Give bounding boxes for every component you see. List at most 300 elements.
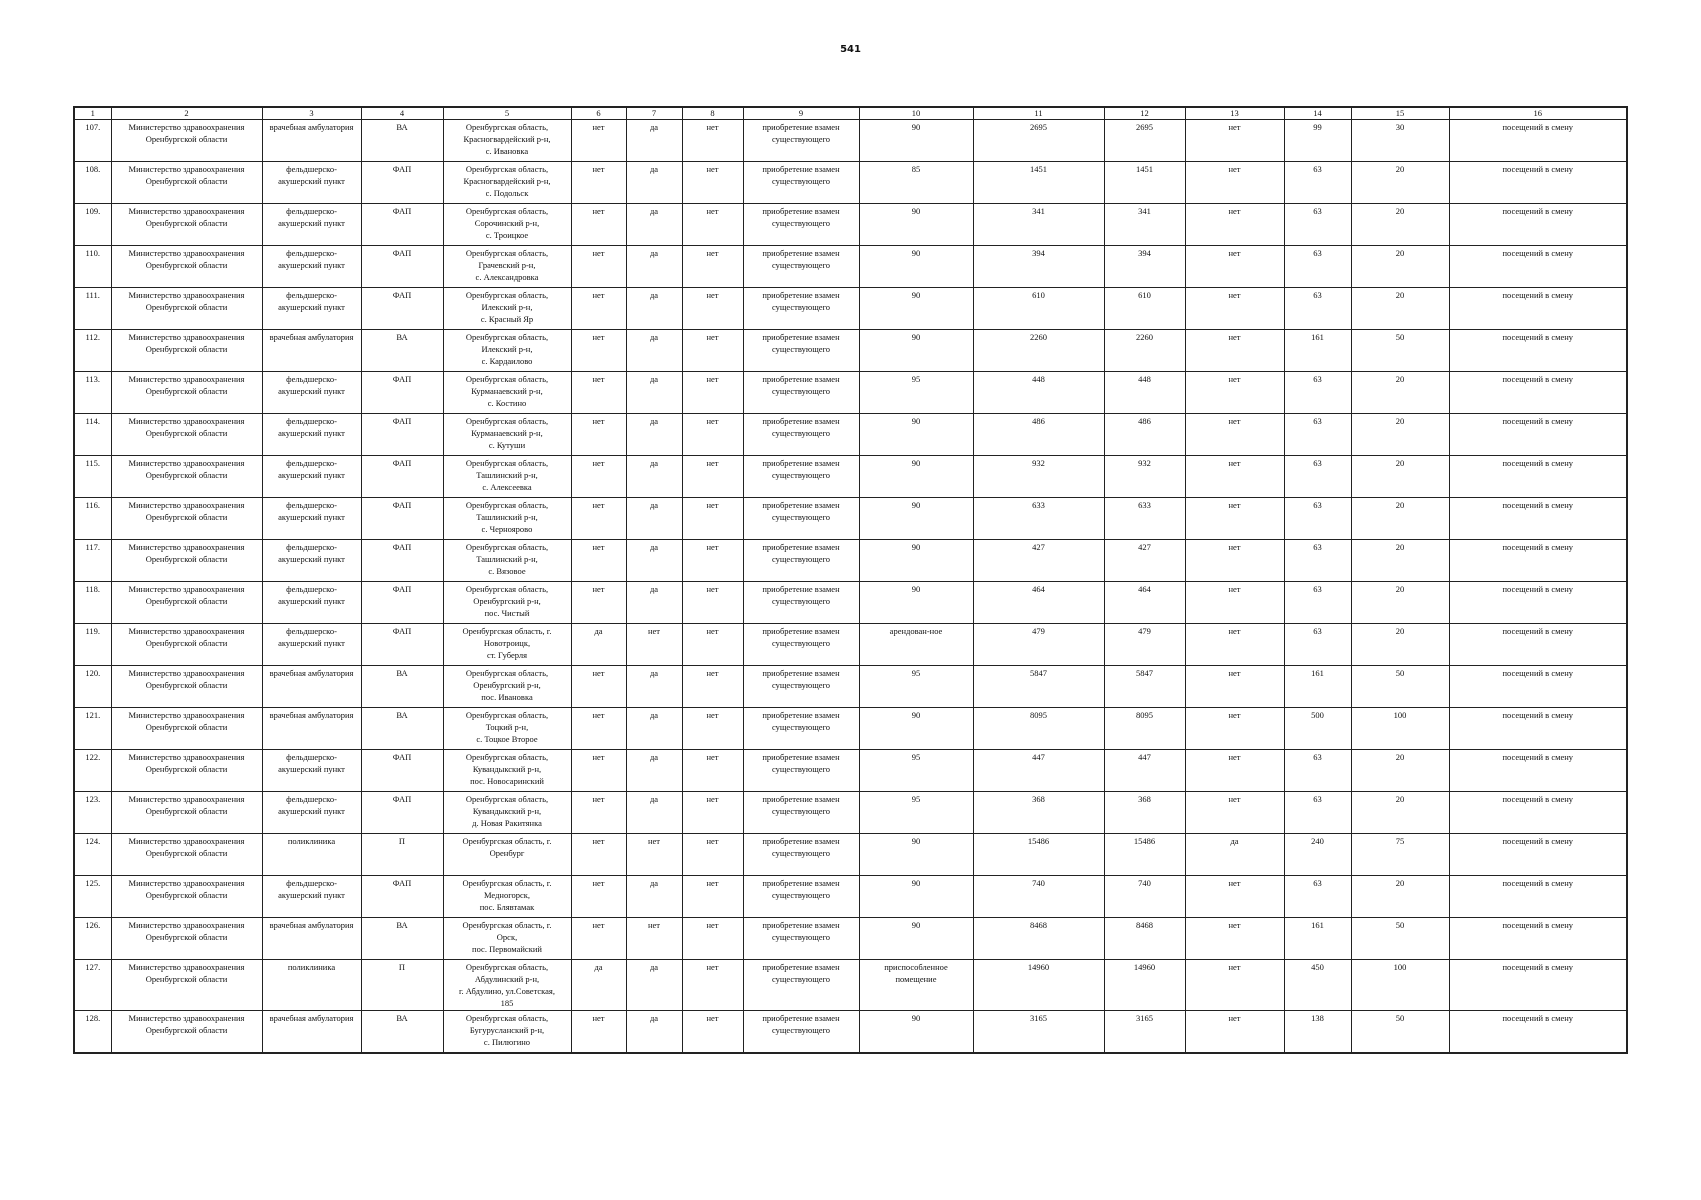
col-9-line: существующего [771, 596, 831, 606]
col-8-cell: нет [682, 498, 743, 540]
table-row [74, 582, 1627, 624]
col-12-cell: 486 [1104, 414, 1185, 456]
facility-type-line: акушерский пункт [278, 428, 345, 438]
row-number-cell: 123. [74, 792, 111, 834]
column-header-12: 12 [1104, 107, 1185, 120]
facility-abbr-cell: ФАП [361, 582, 443, 624]
col-12-cell: 464 [1104, 582, 1185, 624]
column-header-13: 13 [1185, 107, 1284, 120]
col-9-line: приобретение взамен [762, 794, 840, 804]
col-11-cell: 1451 [973, 162, 1104, 204]
col-9-line: приобретение взамен [762, 164, 840, 174]
col-9-line: существующего [771, 638, 831, 648]
col-13-cell: нет [1185, 456, 1284, 498]
col-16-cell: посещений в смену [1449, 708, 1627, 750]
col-9-cell [743, 582, 859, 624]
address-line: Курманаевский р-н, [471, 386, 543, 396]
facility-type-line: фельдшерско- [286, 878, 337, 888]
col-9-line: приобретение взамен [762, 878, 840, 888]
address-line: с. Ивановка [485, 146, 529, 156]
row-number-cell: 117. [74, 540, 111, 582]
col-7-cell: да [626, 372, 682, 414]
facility-type-line: фельдшерско- [286, 584, 337, 594]
column-header-16: 16 [1449, 107, 1627, 120]
address-line: Кувандыкский р-н, [472, 764, 542, 774]
facility-type-cell [262, 918, 361, 960]
address-cell [443, 456, 571, 498]
address-cell [443, 834, 571, 876]
facility-type-line: фельдшерско- [286, 626, 337, 636]
address-cell [443, 792, 571, 834]
col-9-line: существующего [771, 134, 831, 144]
address-cell [443, 708, 571, 750]
row-number-cell: 109. [74, 204, 111, 246]
organization-line: Министерство здравоохранения [128, 332, 245, 342]
address-line: ст. Губерля [486, 650, 528, 660]
address-line: Оренбургская область, [465, 290, 549, 300]
address-line: Тоцкий р-н, [485, 722, 529, 732]
organization-cell [111, 456, 262, 498]
col-9-cell [743, 456, 859, 498]
facility-abbr-cell: ФАП [361, 162, 443, 204]
col-7-cell: да [626, 498, 682, 540]
col-11-cell: 479 [973, 624, 1104, 666]
organization-line: Оренбургской области [145, 428, 228, 438]
column-header-6: 6 [571, 107, 626, 120]
facility-type-line: акушерский пункт [278, 218, 345, 228]
organization-cell [111, 372, 262, 414]
col-8-cell: нет [682, 330, 743, 372]
col-9-line: существующего [771, 512, 831, 522]
col-9-cell [743, 246, 859, 288]
col-13-cell: нет [1185, 792, 1284, 834]
col-6-cell: нет [571, 1011, 626, 1053]
col-6-cell: нет [571, 246, 626, 288]
address-line: Илекский р-н, [481, 344, 533, 354]
organization-cell [111, 666, 262, 708]
table-row [74, 624, 1627, 666]
col-6-cell: нет [571, 288, 626, 330]
col-9-cell [743, 876, 859, 918]
col-10-cell [859, 876, 973, 918]
organization-cell [111, 330, 262, 372]
col-14-cell: 240 [1284, 834, 1351, 876]
address-line: д. Новая Ракитянка [472, 818, 542, 828]
col-9-cell [743, 624, 859, 666]
facility-abbr-cell: ФАП [361, 372, 443, 414]
facility-type-line: фельдшерско- [286, 752, 337, 762]
organization-line: Министерство здравоохранения [128, 752, 245, 762]
facility-type-line: фельдшерско- [286, 542, 337, 552]
col-14-cell: 500 [1284, 708, 1351, 750]
address-line: пос. Чистый [484, 608, 530, 618]
organization-cell [111, 960, 262, 1011]
col-15-cell: 20 [1351, 372, 1449, 414]
col-9-cell [743, 540, 859, 582]
col-7-cell: нет [626, 834, 682, 876]
table-row [74, 456, 1627, 498]
col-6-cell: нет [571, 204, 626, 246]
address-line: Орск, [496, 932, 518, 942]
col-11-cell: 740 [973, 876, 1104, 918]
col-10-line: 90 [911, 416, 921, 426]
col-9-cell [743, 960, 859, 1011]
col-13-cell: нет [1185, 918, 1284, 960]
organization-cell [111, 624, 262, 666]
col-11-cell: 486 [973, 414, 1104, 456]
col-9-cell [743, 834, 859, 876]
facility-type-line: фельдшерско- [286, 458, 337, 468]
address-line: пос. Блявтамак [479, 902, 535, 912]
facility-type-line: фельдшерско- [286, 206, 337, 216]
table-row [74, 288, 1627, 330]
address-line: Оренбургская область, [465, 752, 549, 762]
col-10-cell [859, 162, 973, 204]
table-row [74, 540, 1627, 582]
organization-cell [111, 288, 262, 330]
col-10-cell [859, 1011, 973, 1053]
column-header-4: 4 [361, 107, 443, 120]
column-header-11: 11 [973, 107, 1104, 120]
facility-type-line: акушерский пункт [278, 806, 345, 816]
col-6-cell: нет [571, 708, 626, 750]
col-10-line: 90 [911, 878, 921, 888]
col-15-cell: 50 [1351, 1011, 1449, 1053]
organization-line: Оренбургской области [145, 932, 228, 942]
col-14-cell: 450 [1284, 960, 1351, 1011]
col-15-cell: 50 [1351, 330, 1449, 372]
organization-line: Министерство здравоохранения [128, 458, 245, 468]
col-10-line: 90 [911, 206, 921, 216]
organization-cell [111, 204, 262, 246]
address-line: с. Тоцкое Второе [476, 734, 538, 744]
col-6-cell: нет [571, 666, 626, 708]
row-number-cell: 128. [74, 1011, 111, 1053]
column-number-row [74, 107, 1627, 120]
col-13-cell: нет [1185, 330, 1284, 372]
organization-cell [111, 792, 262, 834]
col-8-cell: нет [682, 918, 743, 960]
facility-abbr-cell: ФАП [361, 246, 443, 288]
address-line: Оренбургская область, [465, 458, 549, 468]
table-row [74, 666, 1627, 708]
facility-type-line: фельдшерско- [286, 416, 337, 426]
col-10-cell [859, 120, 973, 162]
col-10-line: 90 [911, 1013, 921, 1023]
facility-type-cell [262, 456, 361, 498]
col-15-cell: 50 [1351, 918, 1449, 960]
address-cell [443, 414, 571, 456]
organization-line: Оренбургской области [145, 764, 228, 774]
col-7-cell: да [626, 792, 682, 834]
address-line: Оренбургская область, [465, 542, 549, 552]
col-13-cell: нет [1185, 288, 1284, 330]
row-number-cell: 114. [74, 414, 111, 456]
organization-line: Министерство здравоохранения [128, 836, 245, 846]
col-14-cell: 63 [1284, 876, 1351, 918]
organization-cell [111, 918, 262, 960]
address-line: 185 [500, 998, 514, 1008]
address-line: Красногвардейский р-н, [463, 176, 551, 186]
col-10-cell [859, 792, 973, 834]
col-7-cell: нет [626, 918, 682, 960]
facility-abbr-cell: П [361, 960, 443, 1011]
facility-abbr-cell: ФАП [361, 204, 443, 246]
col-10-cell [859, 456, 973, 498]
col-10-line: 90 [911, 542, 921, 552]
row-number-cell: 108. [74, 162, 111, 204]
col-8-cell: нет [682, 414, 743, 456]
table-row [74, 750, 1627, 792]
col-9-cell [743, 1011, 859, 1053]
facility-abbr-cell: ФАП [361, 792, 443, 834]
col-8-cell: нет [682, 372, 743, 414]
col-8-cell: нет [682, 456, 743, 498]
organization-line: Оренбургской области [145, 974, 228, 984]
col-9-line: приобретение взамен [762, 458, 840, 468]
col-12-cell: 341 [1104, 204, 1185, 246]
address-line: Оренбургский р-н, [473, 680, 541, 690]
col-9-line: приобретение взамен [762, 122, 840, 132]
col-12-cell: 368 [1104, 792, 1185, 834]
col-7-cell: да [626, 540, 682, 582]
address-line: с. Кутуши [488, 440, 526, 450]
col-7-cell: да [626, 204, 682, 246]
col-6-cell: нет [571, 834, 626, 876]
facility-type-cell [262, 666, 361, 708]
col-11-cell: 368 [973, 792, 1104, 834]
organization-line: Министерство здравоохранения [128, 374, 245, 384]
facility-type-line: акушерский пункт [278, 638, 345, 648]
column-header-10: 10 [859, 107, 973, 120]
organization-line: Министерство здравоохранения [128, 248, 245, 258]
col-9-line: существующего [771, 722, 831, 732]
col-6-cell: нет [571, 582, 626, 624]
facility-type-line: поликлиника [287, 836, 336, 846]
col-12-cell: 633 [1104, 498, 1185, 540]
address-line: с. Александровка [475, 272, 539, 282]
col-10-cell [859, 246, 973, 288]
col-6-cell: нет [571, 372, 626, 414]
col-10-line: 85 [911, 164, 921, 174]
col-9-line: приобретение взамен [762, 710, 840, 720]
col-10-line: помещение [895, 974, 937, 984]
col-9-cell [743, 288, 859, 330]
col-16-cell: посещений в смену [1449, 960, 1627, 1011]
col-8-cell: нет [682, 750, 743, 792]
address-cell [443, 540, 571, 582]
row-number-cell: 115. [74, 456, 111, 498]
col-10-line: 95 [911, 752, 921, 762]
col-13-cell: нет [1185, 246, 1284, 288]
address-line: Оренбургская область, г. [462, 878, 552, 888]
col-10-line: 95 [911, 374, 921, 384]
facility-type-line: акушерский пункт [278, 512, 345, 522]
col-12-cell: 932 [1104, 456, 1185, 498]
col-9-cell [743, 330, 859, 372]
col-7-cell: да [626, 666, 682, 708]
address-line: Оренбургская область, [465, 500, 549, 510]
col-8-cell: нет [682, 876, 743, 918]
col-13-cell: да [1185, 834, 1284, 876]
col-6-cell: нет [571, 918, 626, 960]
organization-line: Оренбургской области [145, 848, 228, 858]
col-13-cell: нет [1185, 498, 1284, 540]
col-8-cell: нет [682, 204, 743, 246]
organization-line: Министерство здравоохранения [128, 962, 245, 972]
col-9-line: существующего [771, 848, 831, 858]
address-line: Новотроицк, [483, 638, 531, 648]
col-15-cell: 20 [1351, 288, 1449, 330]
col-15-cell: 50 [1351, 666, 1449, 708]
col-13-cell: нет [1185, 120, 1284, 162]
address-line: Оренбургская область, [465, 122, 549, 132]
row-number-cell: 122. [74, 750, 111, 792]
col-9-line: существующего [771, 470, 831, 480]
organization-line: Оренбургской области [145, 890, 228, 900]
address-line: пос. Первомайский [472, 944, 542, 954]
row-number-cell: 125. [74, 876, 111, 918]
col-15-cell: 20 [1351, 246, 1449, 288]
col-12-cell: 3165 [1104, 1011, 1185, 1053]
address-line: Грачевский р-н, [478, 260, 536, 270]
col-9-cell [743, 162, 859, 204]
facility-abbr-cell: ФАП [361, 414, 443, 456]
address-cell [443, 582, 571, 624]
table-row [74, 204, 1627, 246]
address-line: Оренбургская область, [465, 794, 549, 804]
facility-abbr-cell: ФАП [361, 498, 443, 540]
col-7-cell: да [626, 330, 682, 372]
row-number-cell: 121. [74, 708, 111, 750]
address-cell [443, 876, 571, 918]
col-6-cell: нет [571, 414, 626, 456]
facility-type-line: фельдшерско- [286, 164, 337, 174]
col-13-cell: нет [1185, 372, 1284, 414]
col-9-cell [743, 666, 859, 708]
facility-type-cell [262, 792, 361, 834]
facility-type-cell [262, 960, 361, 1011]
col-9-cell [743, 204, 859, 246]
address-cell [443, 330, 571, 372]
col-9-line: приобретение взамен [762, 374, 840, 384]
col-14-cell: 99 [1284, 120, 1351, 162]
col-10-line: 90 [911, 500, 921, 510]
address-cell [443, 918, 571, 960]
row-number-cell: 119. [74, 624, 111, 666]
address-line: Медногорск, [483, 890, 531, 900]
col-6-cell: да [571, 960, 626, 1011]
col-14-cell: 63 [1284, 414, 1351, 456]
col-9-line: существующего [771, 302, 831, 312]
col-9-line: приобретение взамен [762, 836, 840, 846]
address-cell [443, 372, 571, 414]
facility-type-line: акушерский пункт [278, 386, 345, 396]
col-9-cell [743, 498, 859, 540]
row-number-cell: 126. [74, 918, 111, 960]
address-cell [443, 1011, 571, 1053]
col-14-cell: 63 [1284, 162, 1351, 204]
table-row [74, 792, 1627, 834]
organization-line: Оренбургской области [145, 134, 228, 144]
facility-abbr-cell: ВА [361, 918, 443, 960]
table-row [74, 330, 1627, 372]
col-13-cell: нет [1185, 666, 1284, 708]
col-12-cell: 1451 [1104, 162, 1185, 204]
col-10-line: 90 [911, 836, 921, 846]
address-line: Бугурусланский р-н, [469, 1025, 545, 1035]
col-11-cell: 2260 [973, 330, 1104, 372]
organization-line: Оренбургской области [145, 1025, 228, 1035]
col-6-cell: нет [571, 162, 626, 204]
facility-type-cell [262, 246, 361, 288]
col-11-cell: 464 [973, 582, 1104, 624]
col-9-line: существующего [771, 806, 831, 816]
facility-type-cell [262, 834, 361, 876]
facility-type-cell [262, 1011, 361, 1053]
col-15-cell: 20 [1351, 414, 1449, 456]
organization-line: Оренбургской области [145, 386, 228, 396]
organization-cell [111, 414, 262, 456]
facility-type-line: врачебная амбулатория [269, 920, 354, 930]
col-14-cell: 63 [1284, 456, 1351, 498]
col-6-cell: нет [571, 456, 626, 498]
col-10-cell [859, 540, 973, 582]
address-line: Кувандыкский р-н, [472, 806, 542, 816]
col-13-cell: нет [1185, 1011, 1284, 1053]
col-9-line: приобретение взамен [762, 248, 840, 258]
organization-line: Министерство здравоохранения [128, 164, 245, 174]
address-line: с. Пилюгино [483, 1037, 531, 1047]
organization-cell [111, 582, 262, 624]
col-10-line: 90 [911, 248, 921, 258]
address-line: Оренбургская область, [465, 206, 549, 216]
organization-cell [111, 876, 262, 918]
col-9-line: существующего [771, 260, 831, 270]
facility-type-line: врачебная амбулатория [269, 1013, 354, 1023]
facility-type-line: акушерский пункт [278, 302, 345, 312]
col-16-cell: посещений в смену [1449, 792, 1627, 834]
col-16-cell: посещений в смену [1449, 540, 1627, 582]
address-cell [443, 498, 571, 540]
col-6-cell: нет [571, 120, 626, 162]
col-14-cell: 63 [1284, 540, 1351, 582]
col-8-cell: нет [682, 624, 743, 666]
facility-type-line: акушерский пункт [278, 764, 345, 774]
organization-line: Министерство здравоохранения [128, 920, 245, 930]
col-9-line: приобретение взамен [762, 920, 840, 930]
col-10-cell [859, 918, 973, 960]
address-line: пос. Новосаринский [470, 776, 544, 786]
organization-cell [111, 834, 262, 876]
row-number-cell: 127. [74, 960, 111, 1011]
col-9-cell [743, 120, 859, 162]
facility-abbr-cell: ФАП [361, 750, 443, 792]
organization-cell [111, 1011, 262, 1053]
col-7-cell: да [626, 288, 682, 330]
address-line: Оренбургская область, [465, 710, 549, 720]
col-14-cell: 63 [1284, 204, 1351, 246]
organization-line: Оренбургской области [145, 176, 228, 186]
col-10-line: 90 [911, 710, 921, 720]
column-header-8: 8 [682, 107, 743, 120]
organization-line: Оренбургской области [145, 554, 228, 564]
col-16-cell: посещений в смену [1449, 204, 1627, 246]
col-16-cell: посещений в смену [1449, 372, 1627, 414]
facility-type-cell [262, 204, 361, 246]
col-6-cell: нет [571, 750, 626, 792]
col-16-cell: посещений в смену [1449, 246, 1627, 288]
